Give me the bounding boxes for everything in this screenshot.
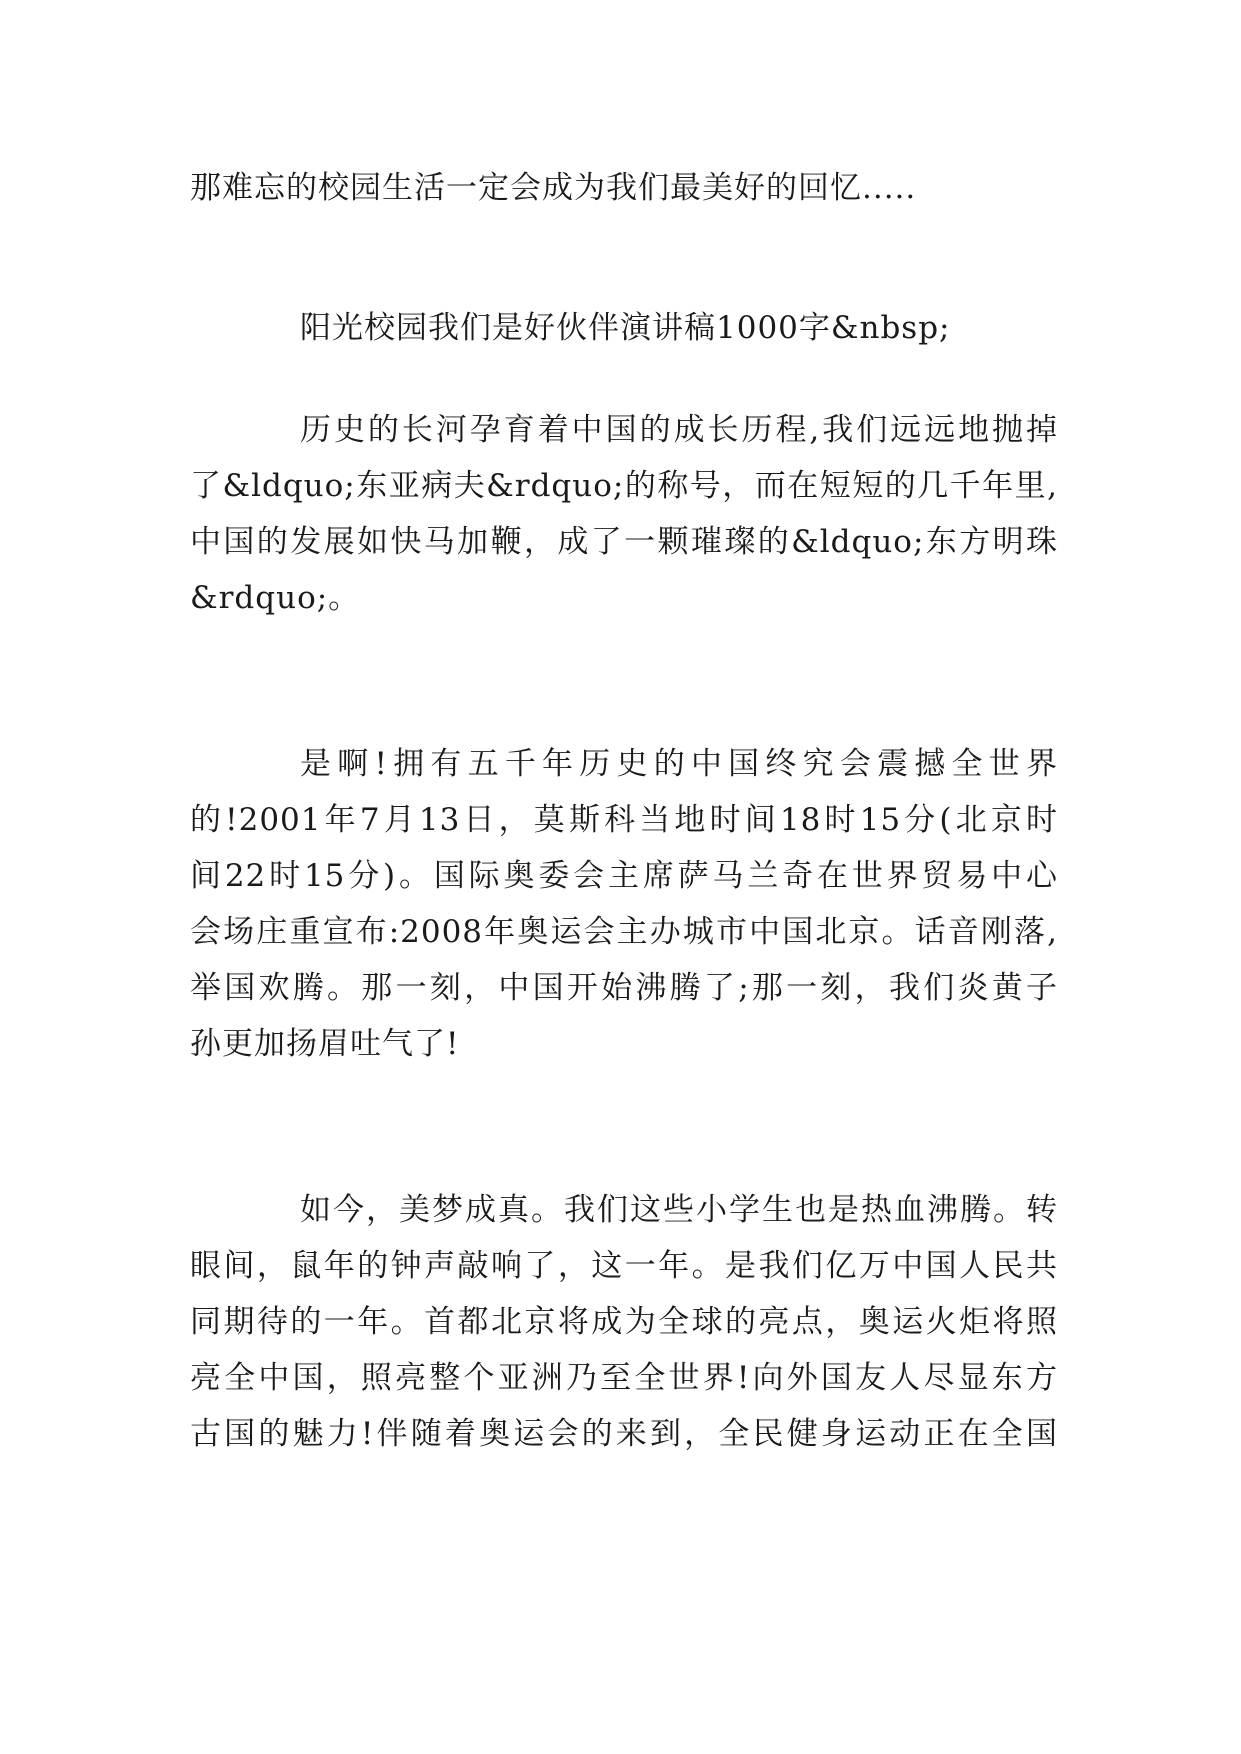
text-line: 中国的发展如快马加鞭，成了一颗璀璨的&ldquo;东方明珠 — [190, 524, 1058, 560]
text-line: 是啊!拥有五千年历史的中国终究会震撼全世界 — [300, 746, 1058, 782]
text-line: 亮全中国，照亮整个亚洲乃至全世界!向外国友人尽显东方 — [190, 1360, 1058, 1396]
text-line: 如今，美梦成真。我们这些小学生也是热血沸腾。转 — [300, 1192, 1058, 1228]
text-line: 孙更加扬眉吐气了! — [190, 1026, 460, 1062]
text-line: 历史的长河孕育着中国的成长历程,我们远远地抛掉 — [300, 412, 1058, 448]
text-line: 眼间，鼠年的钟声敲响了，这一年。是我们亿万中国人民共 — [190, 1248, 1058, 1284]
text-line: 了&ldquo;东亚病夫&rdquo;的称号，而在短短的几千年里, — [190, 468, 1058, 504]
text-line: 的!2001年7月13日，莫斯科当地时间18时15分(北京时 — [190, 802, 1058, 838]
text-line: 同期待的一年。首都北京将成为全球的亮点，奥运火炬将照 — [190, 1304, 1058, 1340]
speech-title: 阳光校园我们是好伙伴演讲稿1000字&nbsp; — [300, 310, 951, 346]
text-line: 举国欢腾。那一刻，中国开始沸腾了;那一刻，我们炎黄子 — [190, 970, 1058, 1006]
text-line: 古国的魅力!伴随着奥运会的来到，全民健身运动正在全国 — [190, 1416, 1058, 1452]
text-line: &rdquo;。 — [190, 580, 361, 616]
text-line: 那难忘的校园生活一定会成为我们最美好的回忆..... — [190, 170, 917, 206]
text-line: 间22时15分)。国际奥委会主席萨马兰奇在世界贸易中心 — [190, 858, 1058, 894]
text-line: 会场庄重宣布:2008年奥运会主办城市中国北京。话音刚落, — [190, 914, 1058, 950]
